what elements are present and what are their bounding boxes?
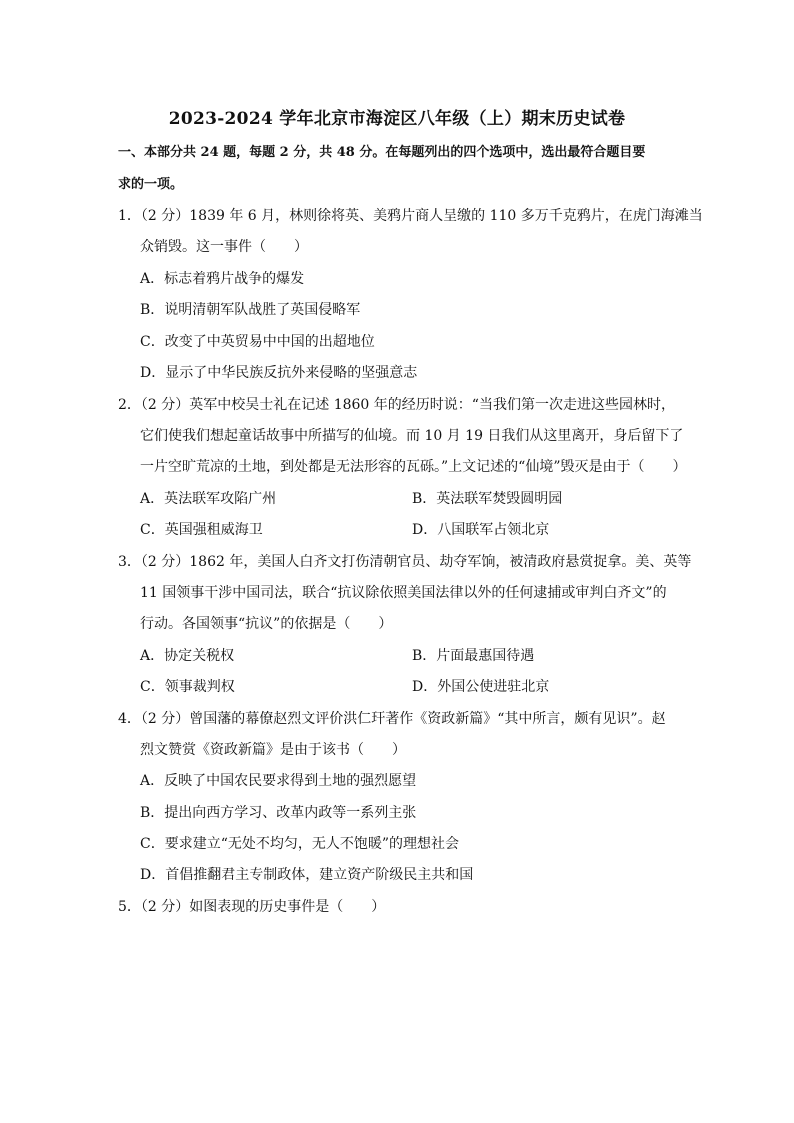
question-2-option-c: C．英国强租威海卫 <box>140 522 263 538</box>
question-5-stem-line1: 5．（2 分）如图表现的历史事件是（ ） <box>118 899 386 915</box>
question-3-stem-line3: 行动。各国领事“抗议”的依据是（ ） <box>140 616 393 632</box>
question-3-stem-line1: 3．（2 分）1862 年，美国人白齐文打伤清朝官员、劫夺军饷，被清政府悬赏捉拿。美、英等 <box>118 554 692 570</box>
question-1-option-a: A．标志着鸦片战争的爆发 <box>140 271 305 287</box>
question-4-option-c: C．要求建立“无处不均匀，无人不饱暖”的理想社会 <box>140 836 460 852</box>
question-2-option-d: D．八国联军占领北京 <box>412 522 550 538</box>
question-1-option-b: B．说明清朝军队战胜了英国侵略军 <box>140 302 361 318</box>
question-2-option-b: B．英法联军焚毁圆明园 <box>412 491 563 507</box>
question-3-option-c: C．领事裁判权 <box>140 679 235 695</box>
question-1-option-c: C．改变了中英贸易中中国的出超地位 <box>140 334 375 350</box>
question-3-option-a: A．协定关税权 <box>140 648 235 664</box>
question-4-option-b: B．提出向西方学习、改革内政等一系列主张 <box>140 805 417 821</box>
question-4-option-d: D．首倡推翻君主专制政体，建立资产阶级民主共和国 <box>140 867 474 883</box>
question-3-stem-line2: 11 国领事干涉中国司法，联合“抗议除依照美国法律以外的任何逮捕或审判白齐文”的 <box>140 585 667 601</box>
question-1-option-d: D．显示了中华民族反抗外来侵略的坚强意志 <box>140 365 418 381</box>
question-2-stem-line2: 它们使我们想起童话故事中所描写的仙境。而 10 月 19 日我们从这里离开，身后留下了 <box>140 428 684 444</box>
question-1-stem-line1: 1．（2 分）1839 年 6 月，林则徐将英、美鸦片商人呈缴的 110 多万千克鸦片，在虎门海滩当 <box>118 208 703 224</box>
question-2-option-a: A．英法联军攻陷广州 <box>140 491 277 507</box>
question-4-stem-line2: 烈文赞赏《资政新篇》是由于该书（ ） <box>140 742 406 758</box>
question-2-stem-line1: 2．（2 分）英军中校吴士礼在记述 1860 年的经历时说：“当我们第一次走进这些园林时， <box>118 397 675 413</box>
section-instruction-line1: 一、本部分共 24 题，每题 2 分，共 48 分。在每题列出的四个选项中，选出最符合题目要 <box>118 145 646 160</box>
question-3-option-b: B．片面最惠国待遇 <box>412 648 535 664</box>
question-4-stem-line1: 4．（2 分）曾国藩的幕僚赵烈文评价洪仁玕著作《资政新篇》“其中所言，颇有见识”。赵 <box>118 711 666 727</box>
question-3-option-d: D．外国公使进驻北京 <box>412 679 550 695</box>
section-instruction-line2: 求的一项。 <box>118 177 184 192</box>
page-title: 2023-2024 学年北京市海淀区八年级（上）期末历史试卷 <box>168 109 626 129</box>
question-4-option-a: A．反映了中国农民要求得到土地的强烈愿望 <box>140 773 417 789</box>
question-1-stem-line2: 众销毁。这一事件（ ） <box>140 239 308 255</box>
question-2-stem-line3: 一片空旷荒凉的土地，到处都是无法形容的瓦砾。”上文记述的“仙境”毁灭是由于（ ） <box>140 459 687 475</box>
